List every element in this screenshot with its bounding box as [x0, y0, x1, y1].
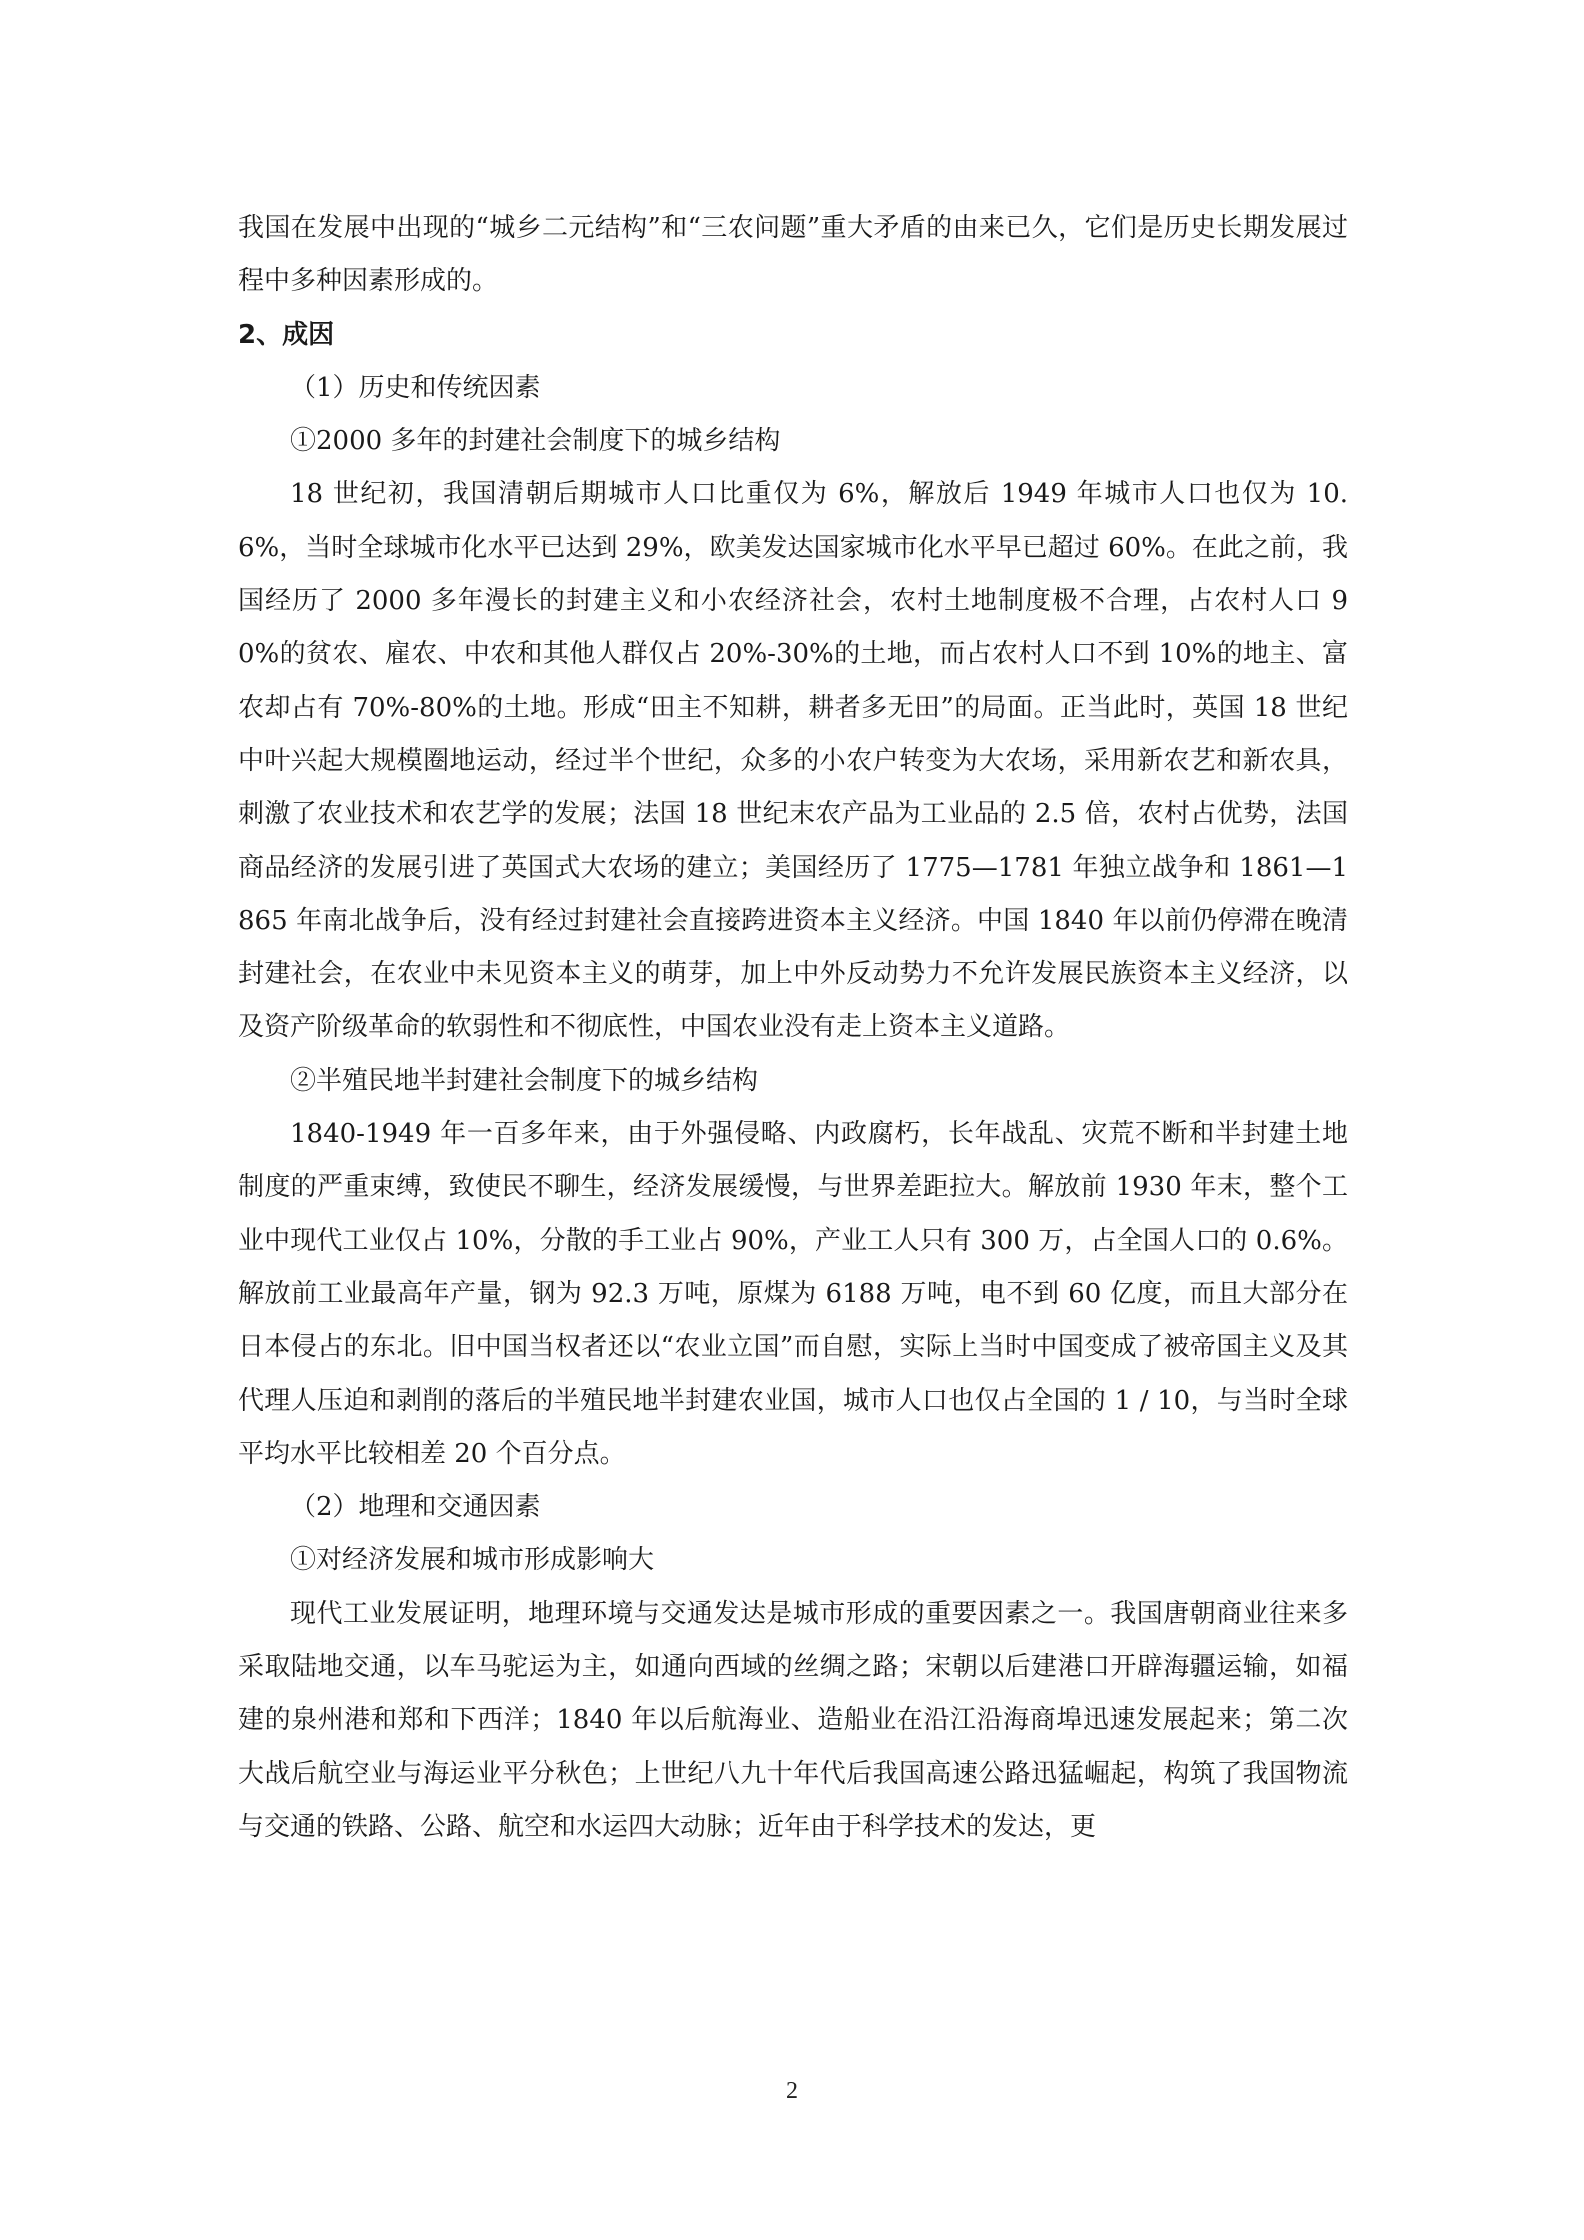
page-body [238, 202, 1348, 1854]
page-number: 2 [786, 2078, 798, 2104]
subheading-impact: ①对经济发展和城市形成影响大 [290, 1545, 655, 1576]
paragraph-semicolonial: 1840-1949 年一百多年来，由于外强侵略、内政腐朽，长年战乱、灾荒不断和半封建土地制度的严重束缚，致使民不聊生，经济发展缓慢，与世界差距拉大。解放前 1930 年末，整个工业中现代工业仅占 10%，分散的手工业占 90%，产业工人只有 300 万，占全国人口的 0.6%。解放前工业最高年产量，钢为 92.3 万吨，原煤为 6188 万吨，电不到 60 亿度，而且大部分在日本侵占的东北。旧中国当权者还以“农业立国”而自慰，实际上当时中国变成了被帝国主义及其代理人压迫和剥削的落后的半殖民地半封建农业国，城市人口也仅占全国的 1 / 10，与当时全球平均水平比较相差 20 个百分点。 [238, 1119, 1348, 1469]
paragraph-feudal: 18 世纪初，我国清朝后期城市人口比重仅为 6%，解放后 1949 年城市人口也仅为 10.6%，当时全球城市化水平已达到 29%，欧美发达国家城市化水平早已超过 60%。在此之前，我国经历了 2000 多年漫长的封建主义和小农经济社会，农村土地制度极不合理，占农村人口 90%的贫农、雇农、中农和其他人群仅占 20%-30%的土地，而占农村人口不到 10%的地主、富农却占有 70%-80%的土地。形成“田主不知耕，耕者多无田”的局面。正当此时，英国 18 世纪中叶兴起大规模圈地运动，经过半个世纪，众多的小农户转变为大农场，采用新农艺和新农具，刺激了农业技术和农艺学的发展；法国 18 世纪末农产品为工业品的 2.5 倍，农村占优势，法国商品经济的发展引进了英国式大农场的建立；美国经历了 1775—1781 年独立战争和 1861—1865 年南北战争后，没有经过封建社会直接跨进资本主义经济。中国 1840 年以前仍停滞在晚清封建社会，在农业中未见资本主义的萌芽，加上中外反动势力不允许发展民族资本主义经济，以及资产阶级革命的软弱性和不彻底性，中国农业没有走上资本主义道路。 [238, 479, 1348, 1043]
paragraph-geography: 现代工业发展证明，地理环境与交通发达是城市形成的重要因素之一。我国唐朝商业往来多采取陆地交通，以车马驼运为主，如通向西域的丝绸之路；宋朝以后建港口开辟海疆运输，如福建的泉州港和郑和下西洋；1840 年以后航海业、造船业在沿江沿海商埠迅速发展起来；第二次大战后航空业与海运业平分秋色；上世纪八九十年代后我国高速公路迅猛崛起，构筑了我国物流与交通的铁路、公路、航空和水运四大动脉；近年由于科学技术的发达，更 [238, 1598, 1348, 1842]
subheading-semicolonial: ②半殖民地半封建社会制度下的城乡结构 [290, 1065, 759, 1096]
section-heading-causes: 2、成因 [238, 319, 335, 350]
subheading-history: （1）历史和传统因素 [290, 372, 541, 403]
subheading-geography: （2）地理和交通因素 [290, 1492, 541, 1523]
subheading-feudal: ①2000 多年的封建社会制度下的城乡结构 [290, 426, 781, 457]
paragraph-intro: 我国在发展中出现的“城乡二元结构”和“三农问题”重大矛盾的由来已久，它们是历史长期发展过程中多种因素形成的。 [238, 213, 1348, 297]
